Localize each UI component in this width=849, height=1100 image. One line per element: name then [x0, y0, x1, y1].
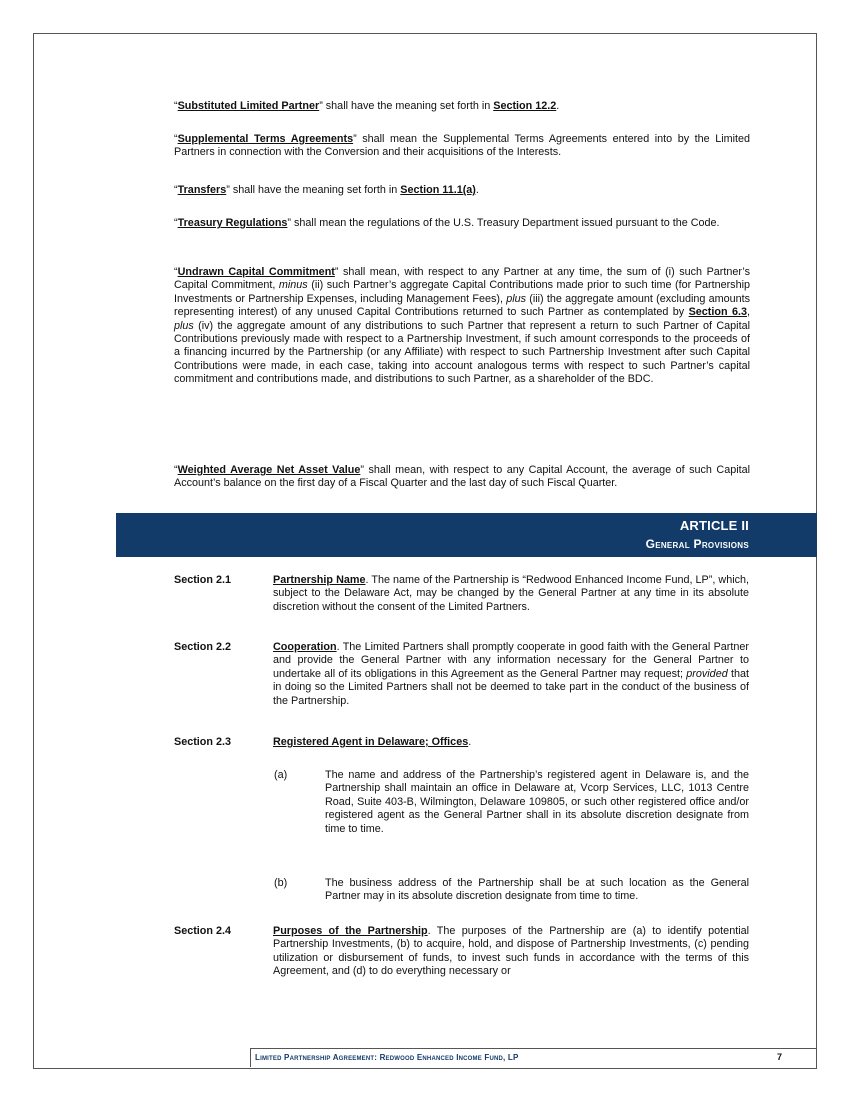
section-2-1-body: Partnership Name. The name of the Partnership is “Redwood Enhanced Income Fund, LP”, which, subject to the Delaware Act, may be changed by the General Partner at any time in its absolute discretion without the consent of the Limited Partners. — [273, 574, 750, 613]
section-reference[interactable]: Section 11.1(a) — [400, 184, 476, 196]
defined-term: Treasury Regulations — [177, 217, 288, 229]
article-banner — [116, 513, 817, 557]
article-title: General Provisions — [645, 537, 749, 551]
section-2-4-body: Purposes of the Partnership. The purposes of the Partnership are (a) to identify potential Partnership Investments, (b) to acquire, hold, and dispose of Partnership Investments, (c) pending utilization or disbursement of funds, to invest such funds in accordance with the terms of this Agreement, and (d) to do everything necessary or — [273, 925, 749, 978]
footer-rule — [250, 1048, 816, 1049]
footer-title: Limited Partnership Agreement: Redwood Enhanced Income Fund, LP — [255, 1053, 519, 1062]
section-2-3-heading: Registered Agent in Delaware; Offices. — [273, 736, 472, 748]
section-label: Section 2.4 — [174, 925, 232, 937]
subsection-text: The business address of the Partnership shall be at such location as the General Partner may in its absolute discretion designate from time to time. — [325, 877, 749, 903]
subsection-label: (b) — [274, 877, 288, 889]
section-title: Partnership Name — [273, 574, 366, 586]
definition-supplemental-terms-agreements: “Supplemental Terms Agreements” shall mean the Supplemental Terms Agreements entered into by the Limited Partners in connection with the Conversion and their acquisitions of the Interests. — [174, 133, 750, 159]
definition-undrawn-capital-commitment: “Undrawn Capital Commitment” shall mean, with respect to any Partner at any time, the sum of (i) such Partner’s Capital Commitment, minus (ii) such Partner’s aggregate Capital Contributions made prior to such time (for Partnership Investments or Partnership Expenses, including Management Fees), plus (iii) the aggregate amount (excluding amounts representing interest) of any unused Capital Contributions returned to such Partner as contemplated by Section 6.3, plus (iv) the aggregate amount of any distributions to such Partner that represent a return to such Partner of Capital Contributions previously made with respect to a Partnership Investment, if such amount corresponds to the proceeds of a financing incurred by the Partnership (or any Affiliate) with respect to such Partnership Investment after such Capital Contributions were made, in each case, taking into account analogous terms with respect to such Partner’s capital commitment and contributions made, and distributions to such Partner, as a shareholder of the BDC. — [174, 266, 750, 386]
section-label: Section 2.2 — [174, 641, 232, 653]
definition-substituted-limited-partner: “Substituted Limited Partner” shall have the meaning set forth in Section 12.2. — [174, 100, 560, 112]
definition-transfers: “Transfers” shall have the meaning set forth in Section 11.1(a). — [174, 184, 479, 196]
definition-treasury-regulations: “Treasury Regulations” shall mean the regulations of the U.S. Treasury Department issued pursuant to the Code. — [174, 217, 720, 229]
section-title: Registered Agent in Delaware; Offices — [273, 736, 469, 748]
defined-term: Substituted Limited Partner — [177, 100, 320, 112]
section-2-2-body: Cooperation. The Limited Partners shall promptly cooperate in good faith with the General Partner and provide the General Partner with any information necessary for the General Partner to undertake all of its obligations in this Agreement as the General Partner may request; provided that in doing so the Limited Partners shall not be deemed to take part in the conduct of the business of the Partnership. — [273, 641, 749, 707]
section-label: Section 2.1 — [174, 574, 232, 586]
section-label: Section 2.3 — [174, 736, 232, 748]
defined-term: Weighted Average Net Asset Value — [177, 464, 361, 476]
section-reference[interactable]: Section 12.2 — [493, 100, 557, 112]
page-number: 7 — [777, 1052, 783, 1062]
definition-weighted-average-nav: “Weighted Average Net Asset Value” shall mean, with respect to any Capital Account, the average of such Capital Account’s balance on the first day of a Fiscal Quarter and the last day of such Fiscal Quarter. — [174, 464, 751, 490]
subsection-text: The name and address of the Partnership’s registered agent in Delaware is, and the Partnership shall maintain an office in Delaware at, Vcorp Services, LLC, 1013 Centre Road, Suite 403-B, Wilmington, Delaware 109805, or such other registered office and/or registered agent as the General Partner shall in its absolute discretion designate from time to time. — [325, 769, 749, 835]
article-number: ARTICLE II — [679, 518, 749, 533]
footer-divider — [250, 1048, 251, 1067]
defined-term: Supplemental Terms Agreements — [177, 133, 354, 145]
defined-term: Undrawn Capital Commitment — [177, 266, 335, 278]
subsection-label: (a) — [274, 769, 288, 781]
section-title: Purposes of the Partnership — [273, 925, 428, 937]
defined-term: Transfers — [177, 184, 227, 196]
section-reference[interactable]: Section 6.3 — [688, 306, 747, 319]
section-title: Cooperation — [273, 641, 337, 653]
